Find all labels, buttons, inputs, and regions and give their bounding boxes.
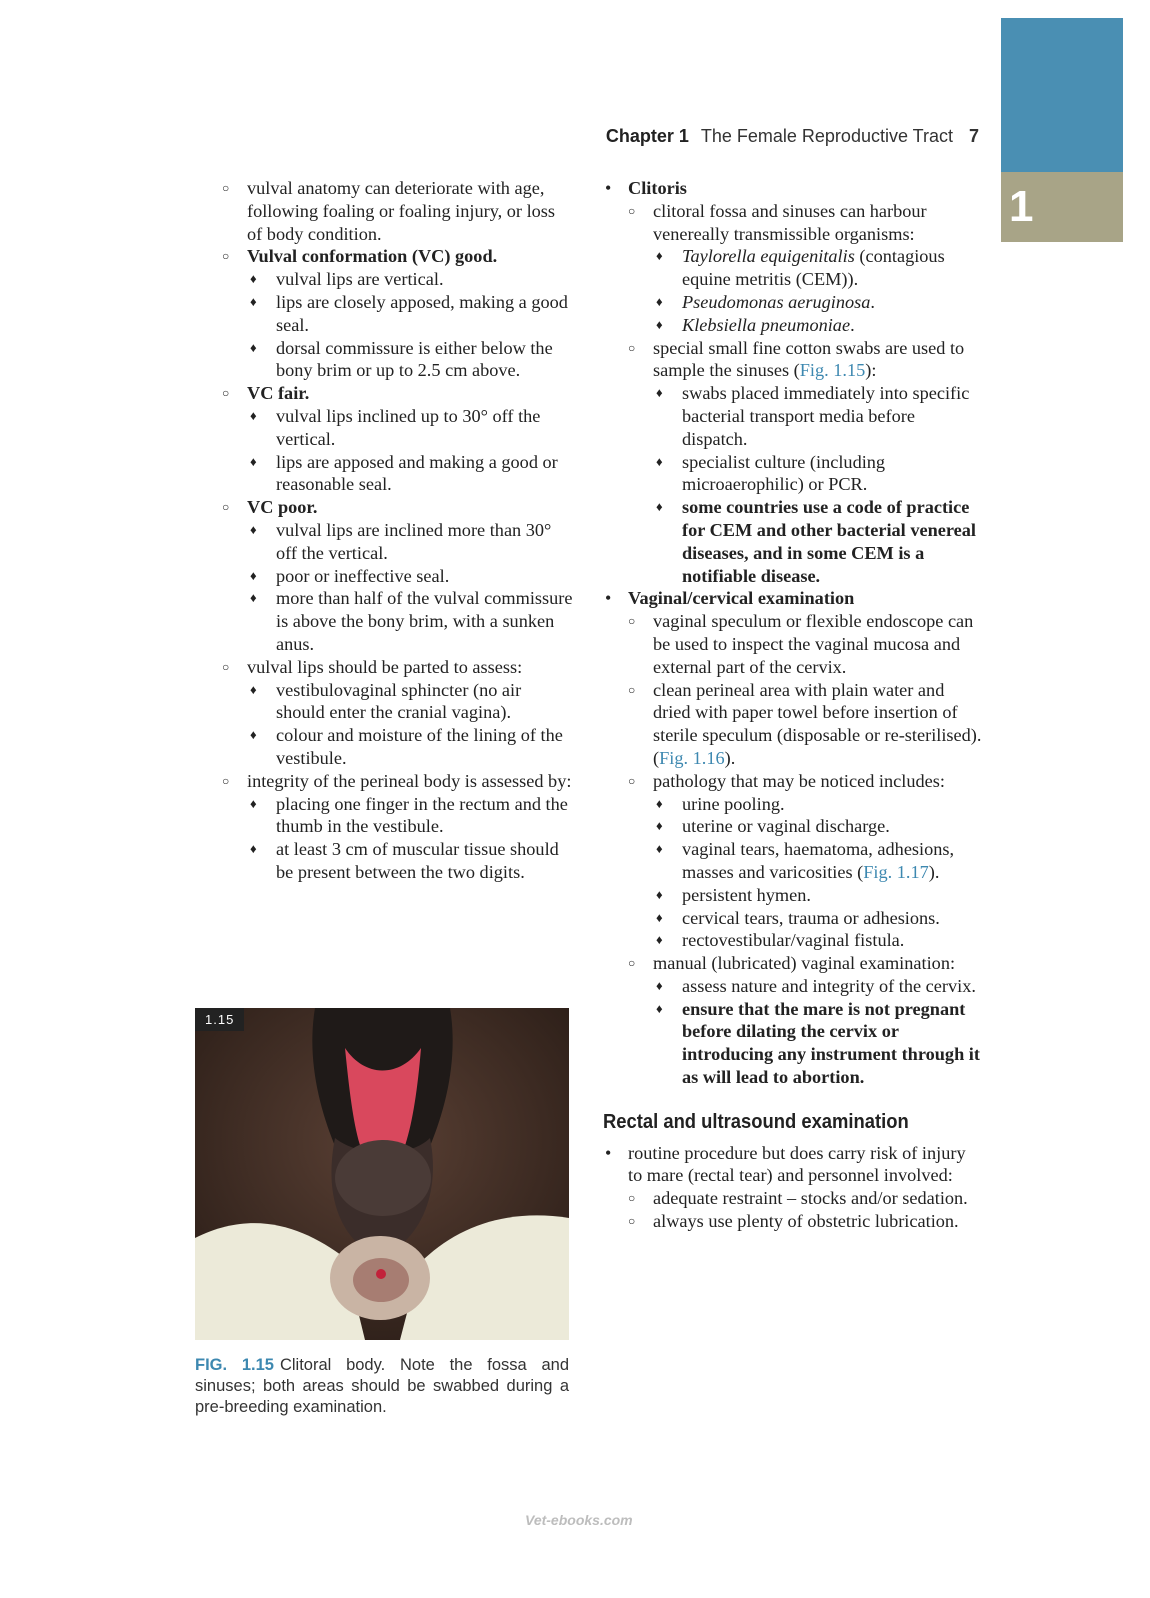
list-item: ♦ rectovestibular/vaginal fistula. bbox=[653, 929, 983, 952]
page-number: 7 bbox=[968, 126, 979, 146]
list-item: ♦ persistent hymen. bbox=[653, 884, 983, 907]
organism-note: . bbox=[850, 314, 855, 335]
list-item-text: VC poor. bbox=[247, 497, 318, 518]
list-item-text: pathology that may be noticed includes: bbox=[653, 770, 945, 791]
list-item: ♦ specialist culture (including microaerophilic) or PCR. bbox=[653, 451, 983, 497]
list-item-text: ). bbox=[928, 861, 940, 882]
organism-note: (contagious equine metritis (CEM)). bbox=[682, 246, 945, 290]
list-item-text: ): bbox=[865, 360, 877, 381]
list-item-text: vaginal tears, haematoma, adhesions, masses and varicosities ( bbox=[682, 839, 955, 882]
organism-item bbox=[653, 245, 983, 291]
list-item: ○ always use plenty of obstetric lubrication. bbox=[628, 1210, 983, 1233]
running-head bbox=[606, 126, 979, 147]
list-item bbox=[222, 382, 574, 496]
sub-list bbox=[247, 519, 574, 656]
list-item-text: ). bbox=[724, 747, 736, 768]
list-item: ♦ dorsal commissure is either below the bony brim or up to 2.5 cm above. bbox=[247, 337, 574, 383]
list-item: ♦ at least 3 cm of muscular tissue should be present between the two digits. bbox=[247, 838, 574, 884]
list-item-text: clean perineal area with plain water and dried with paper towel before insertion of sterile speculum (disposable or re-sterilised). ( bbox=[653, 679, 982, 768]
list-item-text: vulval lips should be parted to assess: bbox=[247, 656, 523, 677]
organism-item bbox=[653, 291, 983, 314]
organism-name: Taylorella equigenitalis bbox=[682, 246, 855, 267]
chapter-tab-number: 1 bbox=[1001, 172, 1123, 242]
list-item: ♦ uterine or vaginal discharge. bbox=[653, 815, 983, 838]
list-item-text: vulval anatomy can deteriorate with age, following foaling or foaling injury, or loss of body condition. bbox=[247, 178, 556, 244]
figure-photo bbox=[195, 1008, 569, 1340]
figure-label: 1.15 bbox=[195, 1008, 244, 1031]
watermark: Vet-ebooks.com bbox=[525, 1512, 633, 1528]
figure-reference-link[interactable]: Fig. 1.17 bbox=[863, 861, 929, 882]
list-item: ♦ cervical tears, trauma or adhesions. bbox=[653, 907, 983, 930]
list-item: ♦ lips are apposed and making a good or reasonable seal. bbox=[247, 451, 574, 497]
vulva-list bbox=[222, 177, 574, 884]
figure-caption-text: Clitoral body. Note the fossa and sinuses; both areas should be swabbed during a pre-breeding examination. bbox=[195, 1356, 570, 1416]
list-item: ♦ placing one finger in the rectum and the thumb in the vestibule. bbox=[247, 793, 574, 839]
list-item bbox=[628, 679, 983, 770]
list-item: ♦ poor or ineffective seal. bbox=[247, 565, 574, 588]
list-item-text: clitoral fossa and sinuses can harbour venereally transmissible organisms: bbox=[653, 200, 927, 244]
list-item bbox=[628, 952, 983, 1089]
figure-caption bbox=[195, 1355, 569, 1418]
organism-name: Pseudomonas aeruginosa bbox=[682, 291, 871, 312]
list-item: ♦ vulval lips are inclined more than 30° off the vertical. bbox=[247, 519, 574, 565]
clinical-photo-illustration bbox=[195, 1008, 569, 1340]
clitoris-heading: Clitoris bbox=[628, 178, 687, 198]
sub-list bbox=[628, 200, 983, 588]
list-item: ♦ lips are closely apposed, making a good seal. bbox=[247, 291, 574, 337]
sub-list bbox=[628, 1187, 983, 1233]
list-item bbox=[628, 337, 983, 588]
list-item: ○ adequate restraint – stocks and/or sedation. bbox=[628, 1187, 983, 1210]
list-item bbox=[222, 177, 574, 245]
list-item bbox=[603, 1142, 983, 1233]
left-column bbox=[222, 177, 574, 884]
figure-reference-link[interactable]: Fig. 1.16 bbox=[659, 747, 725, 768]
sub-list bbox=[247, 793, 574, 884]
sub-list bbox=[628, 610, 983, 1089]
list-item-text: integrity of the perineal body is assessed by: bbox=[247, 770, 572, 791]
list-item-text: routine procedure but does carry risk of injury to mare (rectal tear) and personnel involved: bbox=[628, 1142, 966, 1186]
list-item: ♦ swabs placed immediately into specific bacterial transport media before dispatch. bbox=[653, 382, 983, 450]
list-item bbox=[653, 838, 983, 884]
list-item-text: special small fine cotton swabs are used to sample the sinuses ( bbox=[653, 337, 965, 381]
list-item: ♦ vulval lips inclined up to 30° off the vertical. bbox=[247, 405, 574, 451]
list-item bbox=[603, 177, 983, 587]
organism-list bbox=[653, 245, 983, 336]
list-item: ♦ vulval lips are vertical. bbox=[247, 268, 574, 291]
list-item bbox=[222, 245, 574, 382]
sub-list bbox=[653, 382, 983, 587]
examination-list bbox=[603, 177, 983, 1089]
sub-list bbox=[653, 975, 983, 1089]
list-item: ♦ colour and moisture of the lining of the vestibule. bbox=[247, 724, 574, 770]
list-item bbox=[222, 496, 574, 656]
organism-item bbox=[653, 314, 983, 337]
chapter-tab-color-block bbox=[1001, 18, 1123, 172]
list-item bbox=[222, 656, 574, 770]
list-item-text: Vulval conformation (VC) good. bbox=[247, 246, 498, 267]
list-item bbox=[628, 770, 983, 952]
sub-list bbox=[247, 679, 574, 770]
sub-list bbox=[247, 268, 574, 382]
list-item bbox=[628, 200, 983, 337]
vaginal-heading: Vaginal/cervical examination bbox=[628, 588, 855, 609]
list-item bbox=[222, 770, 574, 884]
section-heading: Rectal and ultrasound examination bbox=[603, 1110, 909, 1133]
chapter-title: The Female Reproductive Tract bbox=[700, 126, 953, 146]
list-item: ♦ ensure that the mare is not pregnant before dilating the cervix or introducing any instrument through it as will lead to abortion. bbox=[653, 998, 983, 1089]
list-item: ♦ more than half of the vulval commissure is above the bony brim, with a sunken anus. bbox=[247, 587, 574, 655]
list-item: ♦ assess nature and integrity of the cervix. bbox=[653, 975, 983, 998]
list-item-text: VC fair. bbox=[247, 383, 310, 404]
chapter-label: Chapter 1 bbox=[605, 126, 689, 146]
list-item: ○ vaginal speculum or flexible endoscope can be used to inspect the vaginal mucosa and external part of the cervix. bbox=[628, 610, 983, 678]
right-column bbox=[603, 177, 983, 1233]
list-item-text: manual (lubricated) vaginal examination: bbox=[653, 953, 956, 974]
list-item: ♦ vestibulovaginal sphincter (no air should enter the cranial vagina). bbox=[247, 679, 574, 725]
sub-list bbox=[653, 793, 983, 953]
rectal-list bbox=[603, 1142, 983, 1233]
sub-list bbox=[247, 405, 574, 496]
figure-reference-link[interactable]: Fig. 1.15 bbox=[799, 360, 866, 381]
list-item bbox=[603, 587, 983, 1089]
organism-note: . bbox=[870, 291, 875, 312]
figure-caption-number: FIG. 1.15 bbox=[195, 1356, 274, 1374]
list-item: ♦ urine pooling. bbox=[653, 793, 983, 816]
list-item: ♦ some countries use a code of practice for CEM and other bacterial venereal diseases, and in some CEM is a notifiable disease. bbox=[653, 496, 983, 587]
organism-name: Klebsiella pneumoniae bbox=[682, 314, 851, 335]
